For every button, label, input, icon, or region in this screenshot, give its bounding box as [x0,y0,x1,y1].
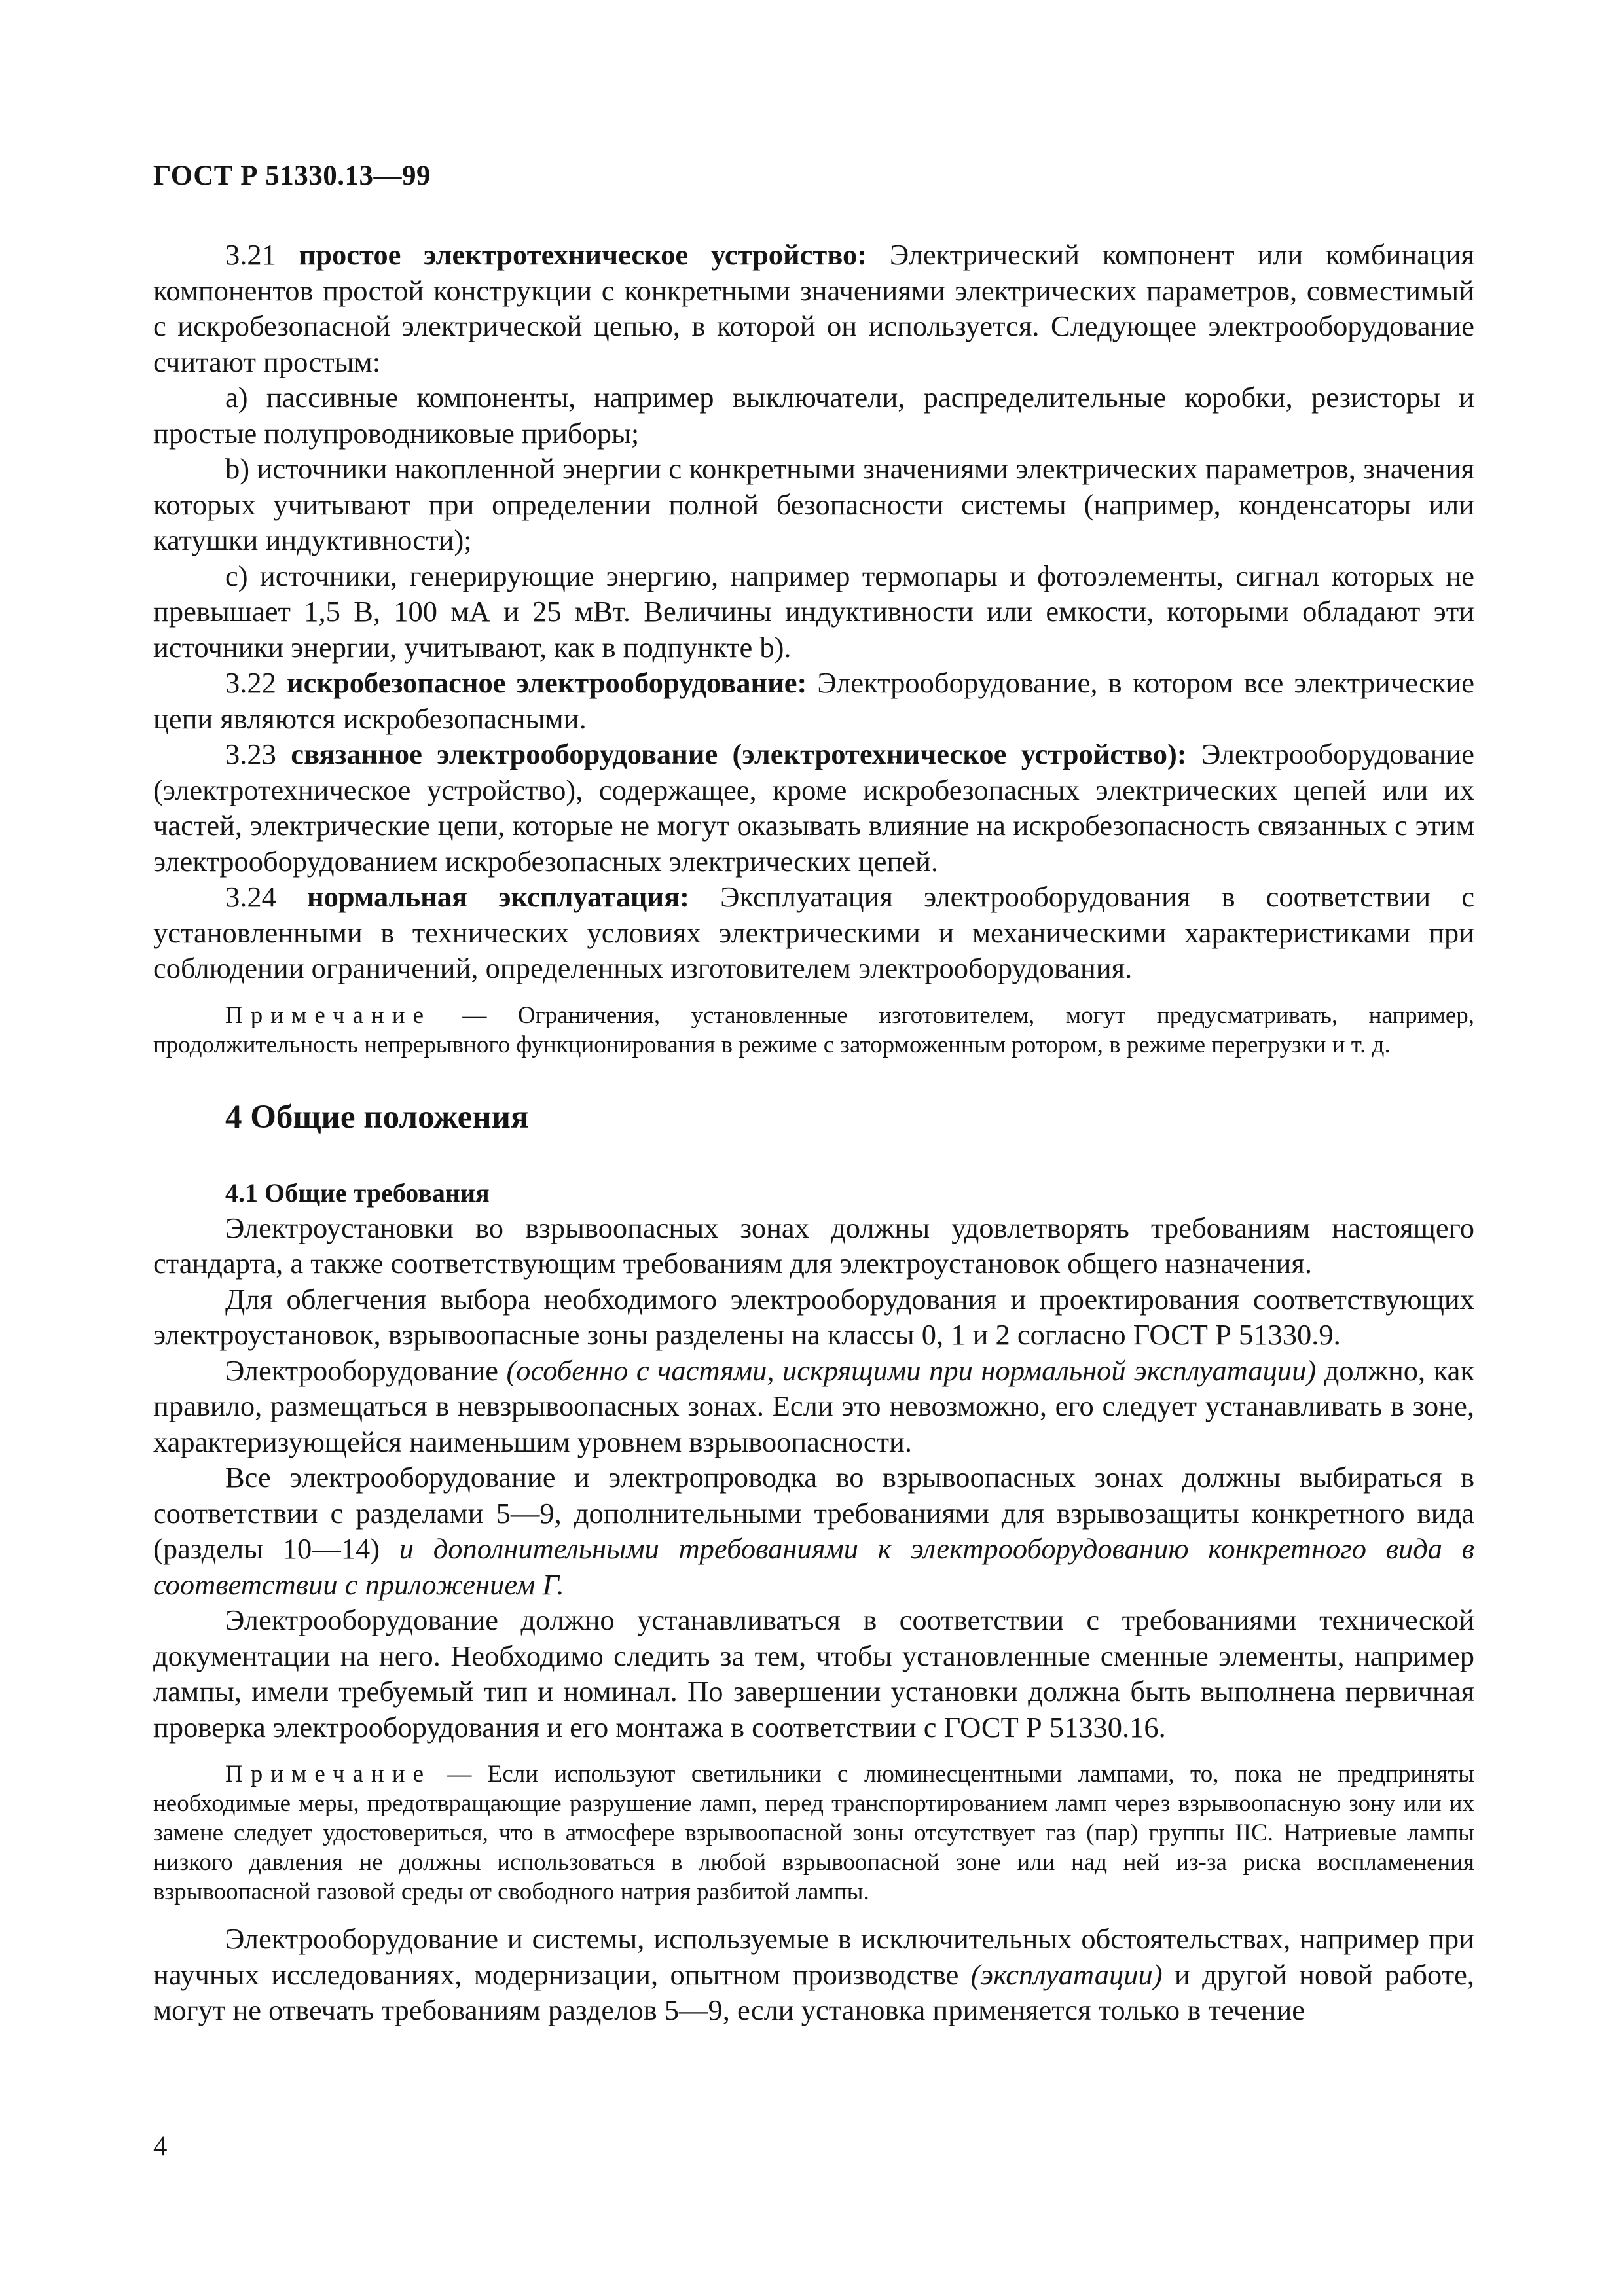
term: нормальная эксплуатация: [307,880,689,913]
list-item-a: а) пассивные компоненты, например выключатели, распределительные коробки, резисторы и простые полупроводниковые приборы; [153,381,1474,450]
paragraph [153,1921,1474,2028]
text-run: Все электрооборудование и электропроводка во взрывоопасных зонах должны выбираться в соответствии с разделами 5—9, дополнительными требованиями для взрывозащиты конкретного вида (разделы 10—14) [153,1461,1474,1565]
note-text: — Если используют светильники с люминесцентными лампами, то, пока не предприняты необходимые меры, предотвращающие разрушение ламп, перед транспортированием ламп через взрывоопасную зону или их замене следует удостовериться, что в атмосфере взрывоопасной зоны отсутствует газ (пар) группы IIC. Натриевые лампы низкого давления не должны использоваться в любой взрывоопасной зоне или над ней из-за риска воспламенения взрывоопасной газовой среды от свободного натрия разбитой лампы. [153,1761,1474,1905]
italic-text: (эксплуатации) [970,1958,1163,1991]
note-label: Примечание [225,1001,431,1029]
note-label: Примечание [225,1761,431,1787]
term: простое электротехническое устройство: [299,238,867,271]
document-code: ГОСТ Р 51330.13—99 [153,160,431,191]
definition: Эксплуатация электрооборудования в соответствии с установленными в технических условиях электрическими и механическими характеристиками при соблюдении ограничений, определенных изготовителем электрооборудования. [153,880,1474,984]
clause-number: 3.24 [225,880,276,913]
clause-3-23 [153,736,1474,879]
document-body [153,237,1474,2028]
clause-number: 3.23 [225,738,276,770]
italic-text: (особенно с частями, искрящими при нормальной эксплуатации) [506,1354,1317,1387]
text-run: и другой новой работе, могут не отвечать требованиям разделов 5—9, если установка применяется только в течение [153,1958,1474,2026]
italic-text: и дополнительными требованиями к электрооборудованию конкретного вида в соответствии с приложением Г. [153,1532,1474,1601]
note-limitations [153,1001,1474,1060]
subsection-title: 4.1 Общие требования [225,1177,490,1208]
paragraph: Электроустановки во взрывоопасных зонах должны удовлетворять требованиям настоящего стандарта, а также соответствующим требованиям для электроустановок общего назначения. [153,1211,1474,1280]
clause-3-21 [153,237,1474,380]
clause-number: 3.21 [225,238,276,271]
definition: Электрооборудование (электротехническое устройство), содержащее, кроме искробезопасных электрических цепей или их частей, электрические цепи, которые не могут оказывать влияние на искробезопасность связанных с этим электрооборудованием искробезопасных электрических цепей. [153,738,1474,878]
text-run: Электрооборудование и системы, используемые в исключительных обстоятельствах, например при научных исследованиях, модернизации, опытном производстве [153,1922,1474,1991]
clause-number: 3.22 [225,666,276,699]
note-text: — Ограничения, установленные изготовителем, могут предусматривать, например, продолжительность непрерывного функционирования в режиме с заторможенным ротором, в режиме перегрузки и т. д. [153,1001,1474,1058]
clause-3-24 [153,879,1474,986]
text-run: Электрооборудование [225,1354,507,1387]
note-lamps [153,1759,1474,1907]
paragraph [153,1353,1474,1460]
page-number: 4 [153,2131,168,2162]
paragraph: Электрооборудование должно устанавливаться в соответствии с требованиями технической документации на него. Необходимо следить за тем, чтобы установленные сменные элементы, например лампы, имели требуемый тип и номинал. По завершении установки должна быть выполнена первичная проверка электрооборудования и его монтажа в соответствии с ГОСТ Р 51330.16. [153,1604,1474,1744]
text-run: должно, как правило, размещаться в невзрывоопасных зонах. Если это невозможно, его следует устанавливать в зоне, характеризующейся наименьшим уровнем взрывоопасности. [153,1354,1474,1458]
definition: Электрооборудование, в котором все электрические цепи являются искробезопасными. [153,666,1475,735]
paragraph [153,1460,1474,1602]
section-title: 4 Общие положения [225,1098,529,1136]
definition: Электрический компонент или комбинация компонентов простой конструкции с конкретными значениями электрических параметров, совместимый с искробезопасной электрической цепью, в которой он используется. Следующее электрооборудование считают простым: [153,238,1474,378]
list-item-b: b) источники накопленной энергии с конкретными значениями электрических параметров, значения которых учитывают при определении полной безопасности системы (например, конденсаторы или катушки индуктивности); [153,452,1474,556]
term: искробезопасное электрооборудование: [286,666,807,699]
list-item-c: с) источники, генерирующие энергию, например термопары и фотоэлементы, сигнал которых не превышает 1,5 В, 100 мА и 25 мВт. Величины индуктивности или емкости, которыми обладают эти источники энергии, учитывают, как в подпункте b). [153,559,1474,664]
clause-3-22 [153,665,1474,736]
paragraph: Для облегчения выбора необходимого электрооборудования и проектирования соответствующих электроустановок, взрывоопасные зоны разделены на классы 0, 1 и 2 согласно ГОСТ Р 51330.9. [153,1282,1474,1351]
term: связанное электрооборудование (электротехническое устройство): [291,738,1187,770]
